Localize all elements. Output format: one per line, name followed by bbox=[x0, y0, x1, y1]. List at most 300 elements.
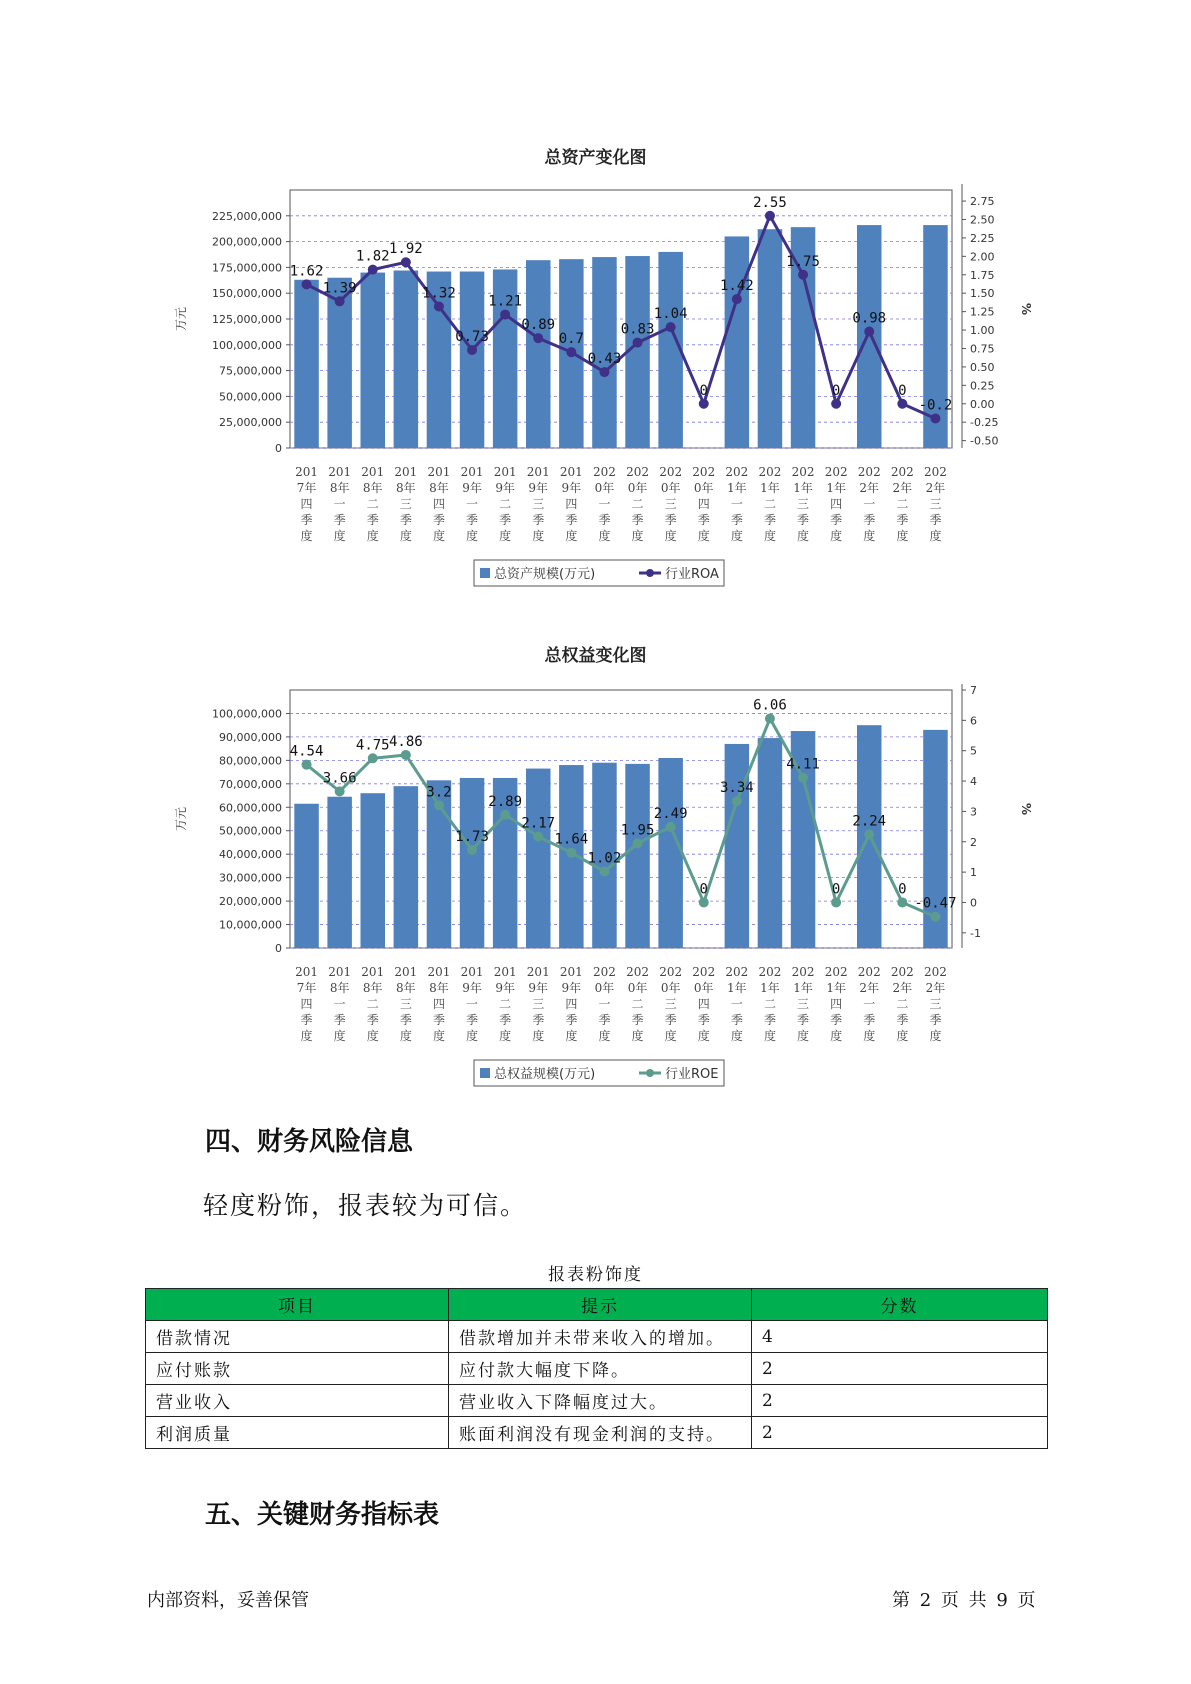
data-label: 4.11 bbox=[786, 756, 820, 773]
x-tick-label: 1年 bbox=[793, 981, 813, 995]
x-tick-label: 202 bbox=[890, 465, 914, 479]
data-label: 1.32 bbox=[422, 285, 456, 302]
x-tick-label: 三 bbox=[664, 497, 677, 511]
line-point bbox=[566, 848, 576, 858]
line-point bbox=[633, 838, 643, 848]
x-tick-label: 四 bbox=[300, 497, 313, 511]
data-label: 3.34 bbox=[719, 780, 754, 797]
y2-tick-label: 2.50 bbox=[970, 213, 995, 227]
data-label: 0 bbox=[831, 382, 841, 399]
x-tick-label: 度 bbox=[763, 529, 776, 543]
y2-tick-label: -0.50 bbox=[970, 434, 999, 448]
line-point bbox=[897, 399, 907, 409]
x-tick-label: 2年 bbox=[892, 981, 913, 995]
cell-score: 4 bbox=[752, 1321, 1048, 1353]
legend-bar-label: 总权益规模(万元) bbox=[494, 1067, 596, 1082]
x-tick-label: 201 bbox=[328, 965, 352, 979]
line-point bbox=[599, 367, 609, 377]
x-tick-label: 1年 bbox=[826, 981, 846, 995]
x-tick-label: 季 bbox=[863, 513, 876, 527]
x-tick-label: 四 bbox=[830, 997, 843, 1011]
line-point bbox=[335, 296, 345, 306]
data-label: 1.75 bbox=[786, 253, 820, 270]
x-tick-label: 度 bbox=[499, 1029, 512, 1043]
x-tick-label: 202 bbox=[592, 465, 616, 479]
data-label: 3.66 bbox=[322, 770, 357, 787]
x-tick-label: 201 bbox=[394, 465, 418, 479]
x-tick-label: 度 bbox=[399, 1029, 412, 1043]
legend-line-label: 行业ROE bbox=[665, 1067, 719, 1082]
legend-bar-swatch bbox=[480, 568, 490, 578]
y2-tick-label: 0 bbox=[970, 896, 977, 910]
x-tick-label: 季 bbox=[466, 1013, 479, 1027]
x-tick-label: 度 bbox=[929, 1029, 942, 1043]
line-point bbox=[599, 867, 609, 877]
line-point bbox=[831, 399, 841, 409]
x-tick-label: 0年 bbox=[660, 981, 681, 995]
x-tick-label: 季 bbox=[929, 513, 942, 527]
data-label: 1.04 bbox=[653, 306, 688, 323]
y2-tick-label: 2.25 bbox=[970, 231, 995, 245]
data-label: 2.17 bbox=[521, 815, 556, 832]
x-tick-label: 季 bbox=[300, 513, 313, 527]
y2-tick-label: 0.50 bbox=[970, 360, 995, 374]
line-point bbox=[434, 301, 444, 311]
bar bbox=[725, 744, 749, 948]
x-tick-label: 一 bbox=[466, 997, 479, 1011]
x-tick-label: 度 bbox=[697, 529, 710, 543]
x-tick-label: 度 bbox=[697, 1029, 710, 1043]
x-tick-label: 9年 bbox=[528, 981, 549, 995]
y-tick-label: 30,000,000 bbox=[219, 871, 282, 885]
line-point bbox=[500, 310, 510, 320]
x-tick-label: 度 bbox=[565, 529, 578, 543]
x-tick-label: 度 bbox=[863, 1029, 876, 1043]
bar bbox=[327, 797, 351, 948]
x-tick-label: 度 bbox=[333, 1029, 346, 1043]
x-tick-label: 度 bbox=[631, 529, 644, 543]
x-tick-label: 一 bbox=[863, 997, 876, 1011]
x-tick-label: 202 bbox=[791, 965, 815, 979]
x-tick-label: 二 bbox=[896, 997, 909, 1011]
x-tick-label: 季 bbox=[830, 1013, 843, 1027]
x-tick-label: 8年 bbox=[429, 481, 449, 495]
footer-page-number: 第 2 页 共 9 页 bbox=[892, 1590, 1036, 1611]
x-tick-label: 二 bbox=[499, 497, 512, 511]
bar bbox=[294, 804, 318, 948]
x-tick-label: 2年 bbox=[925, 981, 946, 995]
header-hint: 提示 bbox=[449, 1289, 752, 1321]
x-tick-label: 季 bbox=[664, 1013, 677, 1027]
cell-hint: 账面利润没有现金利润的支持。 bbox=[449, 1417, 752, 1449]
x-tick-label: 季 bbox=[664, 513, 677, 527]
x-tick-label: 度 bbox=[532, 529, 545, 543]
x-tick-label: 度 bbox=[532, 1029, 545, 1043]
bar bbox=[758, 738, 782, 948]
risk-table-caption: 报表粉饰度 bbox=[548, 1265, 643, 1285]
data-label: 1.21 bbox=[488, 293, 523, 310]
cell-item: 利润质量 bbox=[146, 1417, 449, 1449]
data-label: 0 bbox=[699, 881, 708, 898]
line-point bbox=[633, 338, 643, 348]
y2-tick-label: -0.25 bbox=[970, 416, 999, 430]
x-tick-label: 季 bbox=[763, 513, 776, 527]
data-label: 0 bbox=[831, 881, 841, 898]
x-tick-label: 8年 bbox=[429, 981, 449, 995]
y-tick-label: 100,000,000 bbox=[212, 338, 282, 352]
data-label: 1.73 bbox=[455, 828, 489, 845]
y2-tick-label: 2 bbox=[970, 835, 977, 849]
footer-confidential: 内部资料，妥善保管 bbox=[147, 1590, 309, 1611]
data-label: 1.64 bbox=[554, 831, 589, 848]
x-tick-label: 三 bbox=[532, 497, 545, 511]
x-tick-label: 四 bbox=[697, 997, 710, 1011]
table-row bbox=[146, 1353, 1048, 1385]
line-point bbox=[302, 279, 312, 289]
x-tick-label: 202 bbox=[857, 965, 881, 979]
bar bbox=[625, 764, 649, 948]
y2-tick-label: 6 bbox=[970, 714, 977, 728]
x-tick-label: 三 bbox=[399, 497, 412, 511]
x-tick-label: 一 bbox=[730, 997, 743, 1011]
x-tick-label: 1年 bbox=[760, 981, 780, 995]
x-tick-label: 三 bbox=[797, 997, 810, 1011]
line-point bbox=[533, 832, 543, 842]
x-tick-label: 季 bbox=[598, 513, 611, 527]
section5-heading: 五、关键财务指标表 bbox=[205, 1500, 440, 1530]
y2-axis-title: % bbox=[1019, 302, 1033, 316]
y2-tick-label: 4 bbox=[970, 775, 977, 789]
x-tick-label: 季 bbox=[565, 1013, 578, 1027]
x-tick-label: 度 bbox=[797, 1029, 810, 1043]
x-tick-label: 季 bbox=[300, 1013, 313, 1027]
line-point bbox=[699, 399, 709, 409]
x-tick-label: 1年 bbox=[793, 481, 813, 495]
x-tick-label: 季 bbox=[432, 1013, 445, 1027]
x-tick-label: 201 bbox=[493, 465, 517, 479]
x-tick-label: 一 bbox=[598, 497, 611, 511]
x-tick-label: 度 bbox=[300, 1029, 313, 1043]
bar bbox=[394, 270, 418, 448]
data-label: 3.2 bbox=[426, 784, 452, 801]
x-tick-label: 201 bbox=[559, 465, 583, 479]
x-tick-label: 202 bbox=[791, 465, 815, 479]
x-tick-label: 季 bbox=[697, 513, 710, 527]
y-tick-label: 150,000,000 bbox=[212, 287, 282, 301]
cell-score: 2 bbox=[752, 1417, 1048, 1449]
x-tick-label: 度 bbox=[896, 529, 909, 543]
x-tick-label: 1年 bbox=[727, 481, 747, 495]
x-tick-label: 季 bbox=[598, 1013, 611, 1027]
x-tick-label: 2年 bbox=[859, 481, 880, 495]
x-tick-label: 季 bbox=[399, 513, 412, 527]
bar bbox=[658, 758, 682, 948]
y2-tick-label: 1.00 bbox=[970, 324, 995, 338]
cell-hint: 营业收入下降幅度过大。 bbox=[449, 1385, 752, 1417]
legend-line-label: 行业ROA bbox=[665, 567, 719, 582]
data-label: -0.2 bbox=[918, 397, 953, 414]
x-tick-label: 9年 bbox=[528, 481, 549, 495]
line-point bbox=[401, 257, 411, 267]
y-tick-label: 60,000,000 bbox=[219, 801, 282, 815]
x-tick-label: 四 bbox=[697, 497, 710, 511]
equity-chart-title: 总权益变化图 bbox=[544, 646, 647, 666]
x-tick-label: 7年 bbox=[296, 481, 317, 495]
x-tick-label: 季 bbox=[366, 513, 379, 527]
x-tick-label: 季 bbox=[896, 513, 909, 527]
x-tick-label: 季 bbox=[631, 1013, 644, 1027]
x-tick-label: 一 bbox=[730, 497, 743, 511]
x-tick-label: 202 bbox=[692, 465, 716, 479]
x-tick-label: 度 bbox=[466, 529, 479, 543]
x-tick-label: 度 bbox=[863, 529, 876, 543]
y2-tick-label: 0.00 bbox=[970, 397, 995, 411]
y2-tick-label: 2.75 bbox=[970, 195, 995, 209]
y-tick-label: 20,000,000 bbox=[219, 895, 282, 909]
x-tick-label: 0年 bbox=[594, 981, 615, 995]
risk-statement: 轻度粉饰，报表较为可信。 bbox=[203, 1191, 528, 1220]
total-assets-chart bbox=[0, 170, 1191, 590]
line-point bbox=[666, 822, 676, 832]
x-tick-label: 度 bbox=[499, 529, 512, 543]
line-point bbox=[765, 211, 775, 221]
y-tick-label: 25,000,000 bbox=[219, 416, 282, 430]
x-tick-label: 7年 bbox=[296, 981, 317, 995]
data-label: 4.75 bbox=[355, 737, 390, 754]
y2-tick-label: 1.50 bbox=[970, 287, 995, 301]
data-label: 0.73 bbox=[455, 328, 489, 345]
x-tick-label: 二 bbox=[366, 997, 379, 1011]
x-tick-label: 度 bbox=[730, 1029, 743, 1043]
x-tick-label: 二 bbox=[366, 497, 379, 511]
x-tick-label: 季 bbox=[697, 1013, 710, 1027]
x-tick-label: 0年 bbox=[594, 481, 615, 495]
x-tick-label: 季 bbox=[896, 1013, 909, 1027]
x-tick-label: 201 bbox=[427, 965, 451, 979]
line-point bbox=[302, 760, 312, 770]
line-point bbox=[566, 347, 576, 357]
x-tick-label: 201 bbox=[361, 965, 385, 979]
data-label: -0.47 bbox=[914, 895, 957, 912]
x-tick-label: 0年 bbox=[660, 481, 681, 495]
x-tick-label: 0年 bbox=[693, 981, 714, 995]
line-point bbox=[765, 714, 775, 724]
line-point bbox=[930, 912, 940, 922]
x-tick-label: 201 bbox=[361, 465, 385, 479]
x-tick-label: 9年 bbox=[495, 981, 515, 995]
x-tick-label: 二 bbox=[631, 997, 644, 1011]
data-label: 0 bbox=[898, 881, 907, 898]
x-tick-label: 201 bbox=[526, 465, 550, 479]
x-tick-label: 度 bbox=[763, 1029, 776, 1043]
x-tick-label: 9年 bbox=[561, 981, 582, 995]
x-tick-label: 202 bbox=[923, 465, 947, 479]
data-label: 1.02 bbox=[587, 850, 622, 867]
y2-tick-label: 1 bbox=[970, 866, 977, 880]
x-tick-label: 202 bbox=[758, 965, 782, 979]
x-tick-label: 三 bbox=[399, 997, 412, 1011]
y-tick-label: 0 bbox=[275, 442, 282, 455]
y2-tick-label: 5 bbox=[970, 744, 977, 758]
y-tick-label: 125,000,000 bbox=[212, 313, 282, 326]
header-score: 分数 bbox=[752, 1289, 1048, 1321]
x-tick-label: 一 bbox=[333, 497, 346, 511]
line-point bbox=[732, 796, 742, 806]
legend-bar-swatch bbox=[480, 1068, 490, 1078]
x-tick-label: 季 bbox=[499, 513, 512, 527]
line-point bbox=[699, 897, 709, 907]
y-tick-label: 175,000,000 bbox=[212, 261, 282, 275]
y-tick-label: 90,000,000 bbox=[219, 730, 282, 744]
data-label: 1.39 bbox=[322, 280, 357, 297]
x-tick-label: 202 bbox=[592, 965, 616, 979]
line-point bbox=[666, 322, 676, 332]
cell-item: 借款情况 bbox=[146, 1321, 449, 1353]
x-tick-label: 度 bbox=[631, 1029, 644, 1043]
x-tick-label: 季 bbox=[863, 1013, 876, 1027]
x-tick-label: 度 bbox=[797, 529, 810, 543]
x-tick-label: 2年 bbox=[925, 481, 946, 495]
line-point bbox=[798, 773, 808, 783]
x-tick-label: 201 bbox=[328, 465, 352, 479]
x-tick-label: 度 bbox=[366, 1029, 379, 1043]
y-axis-title: 万元 bbox=[174, 806, 188, 832]
cell-hint: 借款增加并未带来收入的增加。 bbox=[449, 1321, 752, 1353]
bar bbox=[526, 769, 550, 948]
data-label: 0 bbox=[699, 382, 708, 399]
x-tick-label: 201 bbox=[559, 965, 583, 979]
y2-tick-label: 7 bbox=[970, 684, 977, 697]
x-tick-label: 201 bbox=[493, 965, 517, 979]
x-tick-label: 2年 bbox=[859, 981, 880, 995]
data-label: 1.62 bbox=[289, 263, 324, 280]
x-tick-label: 8年 bbox=[362, 481, 383, 495]
y-axis-title: 万元 bbox=[174, 306, 188, 332]
x-tick-label: 三 bbox=[929, 997, 942, 1011]
x-tick-label: 季 bbox=[631, 513, 644, 527]
data-label: 0 bbox=[898, 382, 907, 399]
x-tick-label: 季 bbox=[929, 1013, 942, 1027]
x-tick-label: 0年 bbox=[627, 981, 648, 995]
y-tick-label: 10,000,000 bbox=[219, 918, 282, 932]
x-tick-label: 8年 bbox=[396, 981, 416, 995]
x-tick-label: 度 bbox=[300, 529, 313, 543]
x-tick-label: 二 bbox=[499, 997, 512, 1011]
x-tick-label: 度 bbox=[830, 529, 843, 543]
y2-axis-title: % bbox=[1019, 802, 1033, 816]
x-tick-label: 四 bbox=[830, 497, 843, 511]
x-tick-label: 二 bbox=[631, 497, 644, 511]
x-tick-label: 度 bbox=[366, 529, 379, 543]
x-tick-label: 季 bbox=[797, 1013, 810, 1027]
bar bbox=[460, 778, 484, 948]
y2-tick-label: -1 bbox=[970, 926, 981, 940]
x-tick-label: 季 bbox=[730, 513, 743, 527]
assets-chart-title: 总资产变化图 bbox=[544, 148, 647, 168]
x-tick-label: 四 bbox=[565, 997, 578, 1011]
x-tick-label: 202 bbox=[758, 465, 782, 479]
table-header-row bbox=[146, 1289, 1048, 1321]
data-label: 2.55 bbox=[753, 194, 787, 211]
line-point bbox=[335, 786, 345, 796]
x-tick-label: 202 bbox=[857, 465, 881, 479]
x-tick-label: 一 bbox=[466, 497, 479, 511]
bar bbox=[526, 260, 550, 448]
data-label: 2.49 bbox=[653, 805, 688, 822]
x-tick-label: 1年 bbox=[760, 481, 780, 495]
x-tick-label: 201 bbox=[295, 965, 319, 979]
x-tick-label: 1年 bbox=[826, 481, 846, 495]
cell-item: 营业收入 bbox=[146, 1385, 449, 1417]
x-tick-label: 四 bbox=[300, 997, 313, 1011]
bar bbox=[460, 272, 484, 448]
table-row bbox=[146, 1321, 1048, 1353]
x-tick-label: 度 bbox=[432, 1029, 445, 1043]
bar bbox=[361, 793, 385, 948]
x-tick-label: 度 bbox=[664, 1029, 677, 1043]
x-tick-label: 度 bbox=[830, 1029, 843, 1043]
line-point bbox=[831, 897, 841, 907]
legend-line-marker bbox=[646, 569, 654, 577]
y-tick-label: 50,000,000 bbox=[219, 824, 282, 838]
data-label: 1.42 bbox=[719, 278, 754, 295]
data-label: 1.92 bbox=[388, 241, 423, 258]
y2-tick-label: 1.75 bbox=[970, 268, 995, 282]
x-tick-label: 季 bbox=[532, 1013, 545, 1027]
x-tick-label: 201 bbox=[526, 965, 550, 979]
x-tick-label: 度 bbox=[598, 1029, 611, 1043]
data-label: 6.06 bbox=[753, 697, 787, 714]
x-tick-label: 度 bbox=[399, 529, 412, 543]
x-tick-label: 四 bbox=[432, 497, 445, 511]
x-tick-label: 202 bbox=[725, 465, 749, 479]
x-tick-label: 度 bbox=[664, 529, 677, 543]
x-tick-label: 度 bbox=[432, 529, 445, 543]
x-tick-label: 季 bbox=[565, 513, 578, 527]
line-point bbox=[732, 294, 742, 304]
x-tick-label: 9年 bbox=[462, 481, 482, 495]
y2-tick-label: 1.25 bbox=[970, 305, 995, 319]
cell-score: 2 bbox=[752, 1385, 1048, 1417]
y2-tick-label: 0.75 bbox=[970, 342, 995, 356]
x-tick-label: 度 bbox=[730, 529, 743, 543]
x-tick-label: 二 bbox=[763, 497, 776, 511]
line-point bbox=[401, 750, 411, 760]
x-tick-label: 一 bbox=[598, 997, 611, 1011]
x-tick-label: 一 bbox=[333, 997, 346, 1011]
data-label: 2.24 bbox=[852, 813, 887, 830]
x-tick-label: 202 bbox=[725, 965, 749, 979]
x-tick-label: 201 bbox=[427, 465, 451, 479]
data-label: 2.89 bbox=[488, 793, 523, 810]
x-tick-label: 季 bbox=[532, 513, 545, 527]
x-tick-label: 202 bbox=[692, 965, 716, 979]
line-point bbox=[467, 845, 477, 855]
x-tick-label: 202 bbox=[626, 965, 650, 979]
line-point bbox=[500, 810, 510, 820]
cell-score: 2 bbox=[752, 1353, 1048, 1385]
line-point bbox=[434, 800, 444, 810]
x-tick-label: 度 bbox=[333, 529, 346, 543]
data-label: 1.95 bbox=[620, 822, 655, 839]
y-tick-label: 70,000,000 bbox=[219, 777, 282, 791]
x-tick-label: 三 bbox=[929, 497, 942, 511]
y-tick-label: 80,000,000 bbox=[219, 754, 282, 768]
line-point bbox=[368, 753, 378, 763]
x-tick-label: 9年 bbox=[561, 481, 582, 495]
x-tick-label: 三 bbox=[532, 997, 545, 1011]
risk-table bbox=[145, 1288, 1048, 1449]
